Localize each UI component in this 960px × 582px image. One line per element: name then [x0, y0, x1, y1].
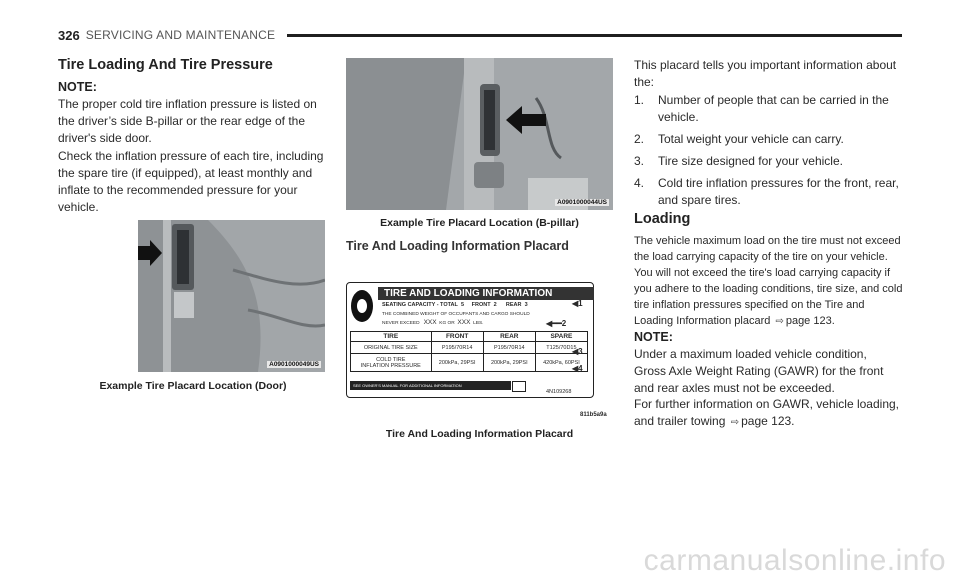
seating-capacity: SEATING CAPACITY - TOTAL 5 FRONT 2 REAR 3 — [382, 302, 528, 308]
b-pillar-illustration — [346, 58, 613, 210]
table-row: COLD TIRE INFLATION PRESSURE 200kPa, 29PSI 200kPa, 29PSI 420kPa, 60PSI — [351, 354, 588, 372]
placard-title: TIRE AND LOADING INFORMATION — [378, 287, 594, 300]
watermark: carmanualsonline.info — [643, 544, 946, 577]
col-tire: TIRE — [351, 332, 432, 342]
tire-icon — [351, 290, 373, 322]
weight-line-2: NEVER EXCEED XXX KG OR XXX LBS. — [382, 319, 484, 326]
page-ref-link[interactable]: page 123. — [785, 315, 835, 327]
callout-2: ◀━━2 — [546, 319, 567, 328]
col-rear: REAR — [483, 332, 535, 342]
note-text: The proper cold tire inflation pressure is listed on the driver’s side B-pillar or the rear edge of the driver's side door. — [58, 97, 317, 145]
table-header-row — [351, 332, 588, 342]
list-item: 4. Cold tire inflation pressures for the front, rear, and spare tires. — [634, 176, 899, 207]
list-item: 3. Tire size designed for your vehicle. — [634, 154, 843, 168]
b-pillar-caption: Example Tire Placard Location (B-pillar) — [380, 217, 579, 229]
callout-4: ◀4 — [572, 364, 583, 373]
tire-loading-placard — [346, 282, 612, 398]
b-pillar-image — [346, 58, 613, 210]
placard-info-list — [634, 92, 902, 214]
placard-caption: Tire And Loading Information Placard — [385, 428, 574, 440]
loading-paragraph: The vehicle maximum load on the tire must not exceed the load carrying capacity of the tire on your vehicle. You will not exceed the tire's load carrying capacity if you adhere to the loading conditions, tire size, and cold tire inflation pressures specified on the Tire and Loading Information placard ⇨ page 123. — [634, 235, 903, 327]
placard-image-id: 811b5a9a — [580, 412, 607, 418]
running-header — [58, 26, 902, 44]
note-label: NOTE: — [634, 330, 673, 344]
loading-heading: Loading — [634, 211, 691, 227]
section-heading: Tire Loading And Tire Pressure — [58, 57, 273, 73]
page-ref-icon: ⇨ — [775, 316, 784, 327]
list-item: 1. Number of people that can be carried in the vehicle. — [634, 93, 889, 124]
page-number: 326 — [58, 27, 80, 43]
header-rule — [287, 34, 902, 37]
image-id: A0901000044US — [557, 199, 607, 206]
col-front: FRONT — [431, 332, 483, 342]
callout-3: ◀3 — [572, 347, 583, 356]
image-id: A0901000049US — [269, 361, 319, 368]
further-info: For further information on GAWR, vehicle loading, and trailer towing ⇨ page 123. — [634, 397, 900, 428]
placard-footer: SEE OWNER'S MANUAL FOR ADDITIONAL INFORMATION — [350, 381, 511, 390]
gawr-note: Under a maximum loaded vehicle condition, Gross Axle Weight Rating (GAWR) for the front and rear axles must not be exceeded. — [634, 347, 884, 395]
table-row: ORIGINAL TIRE SIZE P195/70R14 P195/70R14 T125/70D15 — [351, 342, 588, 354]
page-ref-link[interactable]: page 123. — [741, 414, 795, 428]
note-label: NOTE: — [58, 80, 97, 94]
page-ref-icon: ⇨ — [730, 417, 740, 428]
inflation-paragraph: Check the inflation pressure of each tire, including the spare tire (if equipped), at least monthly and inflate to the recommended pressure for your vehicle. — [58, 149, 324, 214]
list-item: 2. Total weight your vehicle can carry. — [634, 132, 844, 146]
door-caption: Example Tire Placard Location (Door) — [99, 380, 287, 392]
placard-table-wrap — [350, 331, 588, 372]
placard-table — [350, 331, 588, 372]
door-placard-image — [138, 220, 325, 372]
section-title: SERVICING AND MAINTENANCE — [85, 28, 276, 42]
door-illustration — [138, 220, 325, 372]
intro-paragraph: This placard tells you important information about the: — [634, 58, 897, 89]
placard-code: 4N109268 — [546, 389, 572, 395]
col-spare: SPARE — [535, 332, 587, 342]
book-icon — [512, 381, 526, 392]
callout-1: ◀1 — [572, 299, 583, 308]
placard-subtitle: Tire And Loading Information Placard — [346, 239, 569, 253]
weight-line-1: THE COMBINED WEIGHT OF OCCUPANTS AND CARGO SHOULD — [382, 312, 530, 317]
